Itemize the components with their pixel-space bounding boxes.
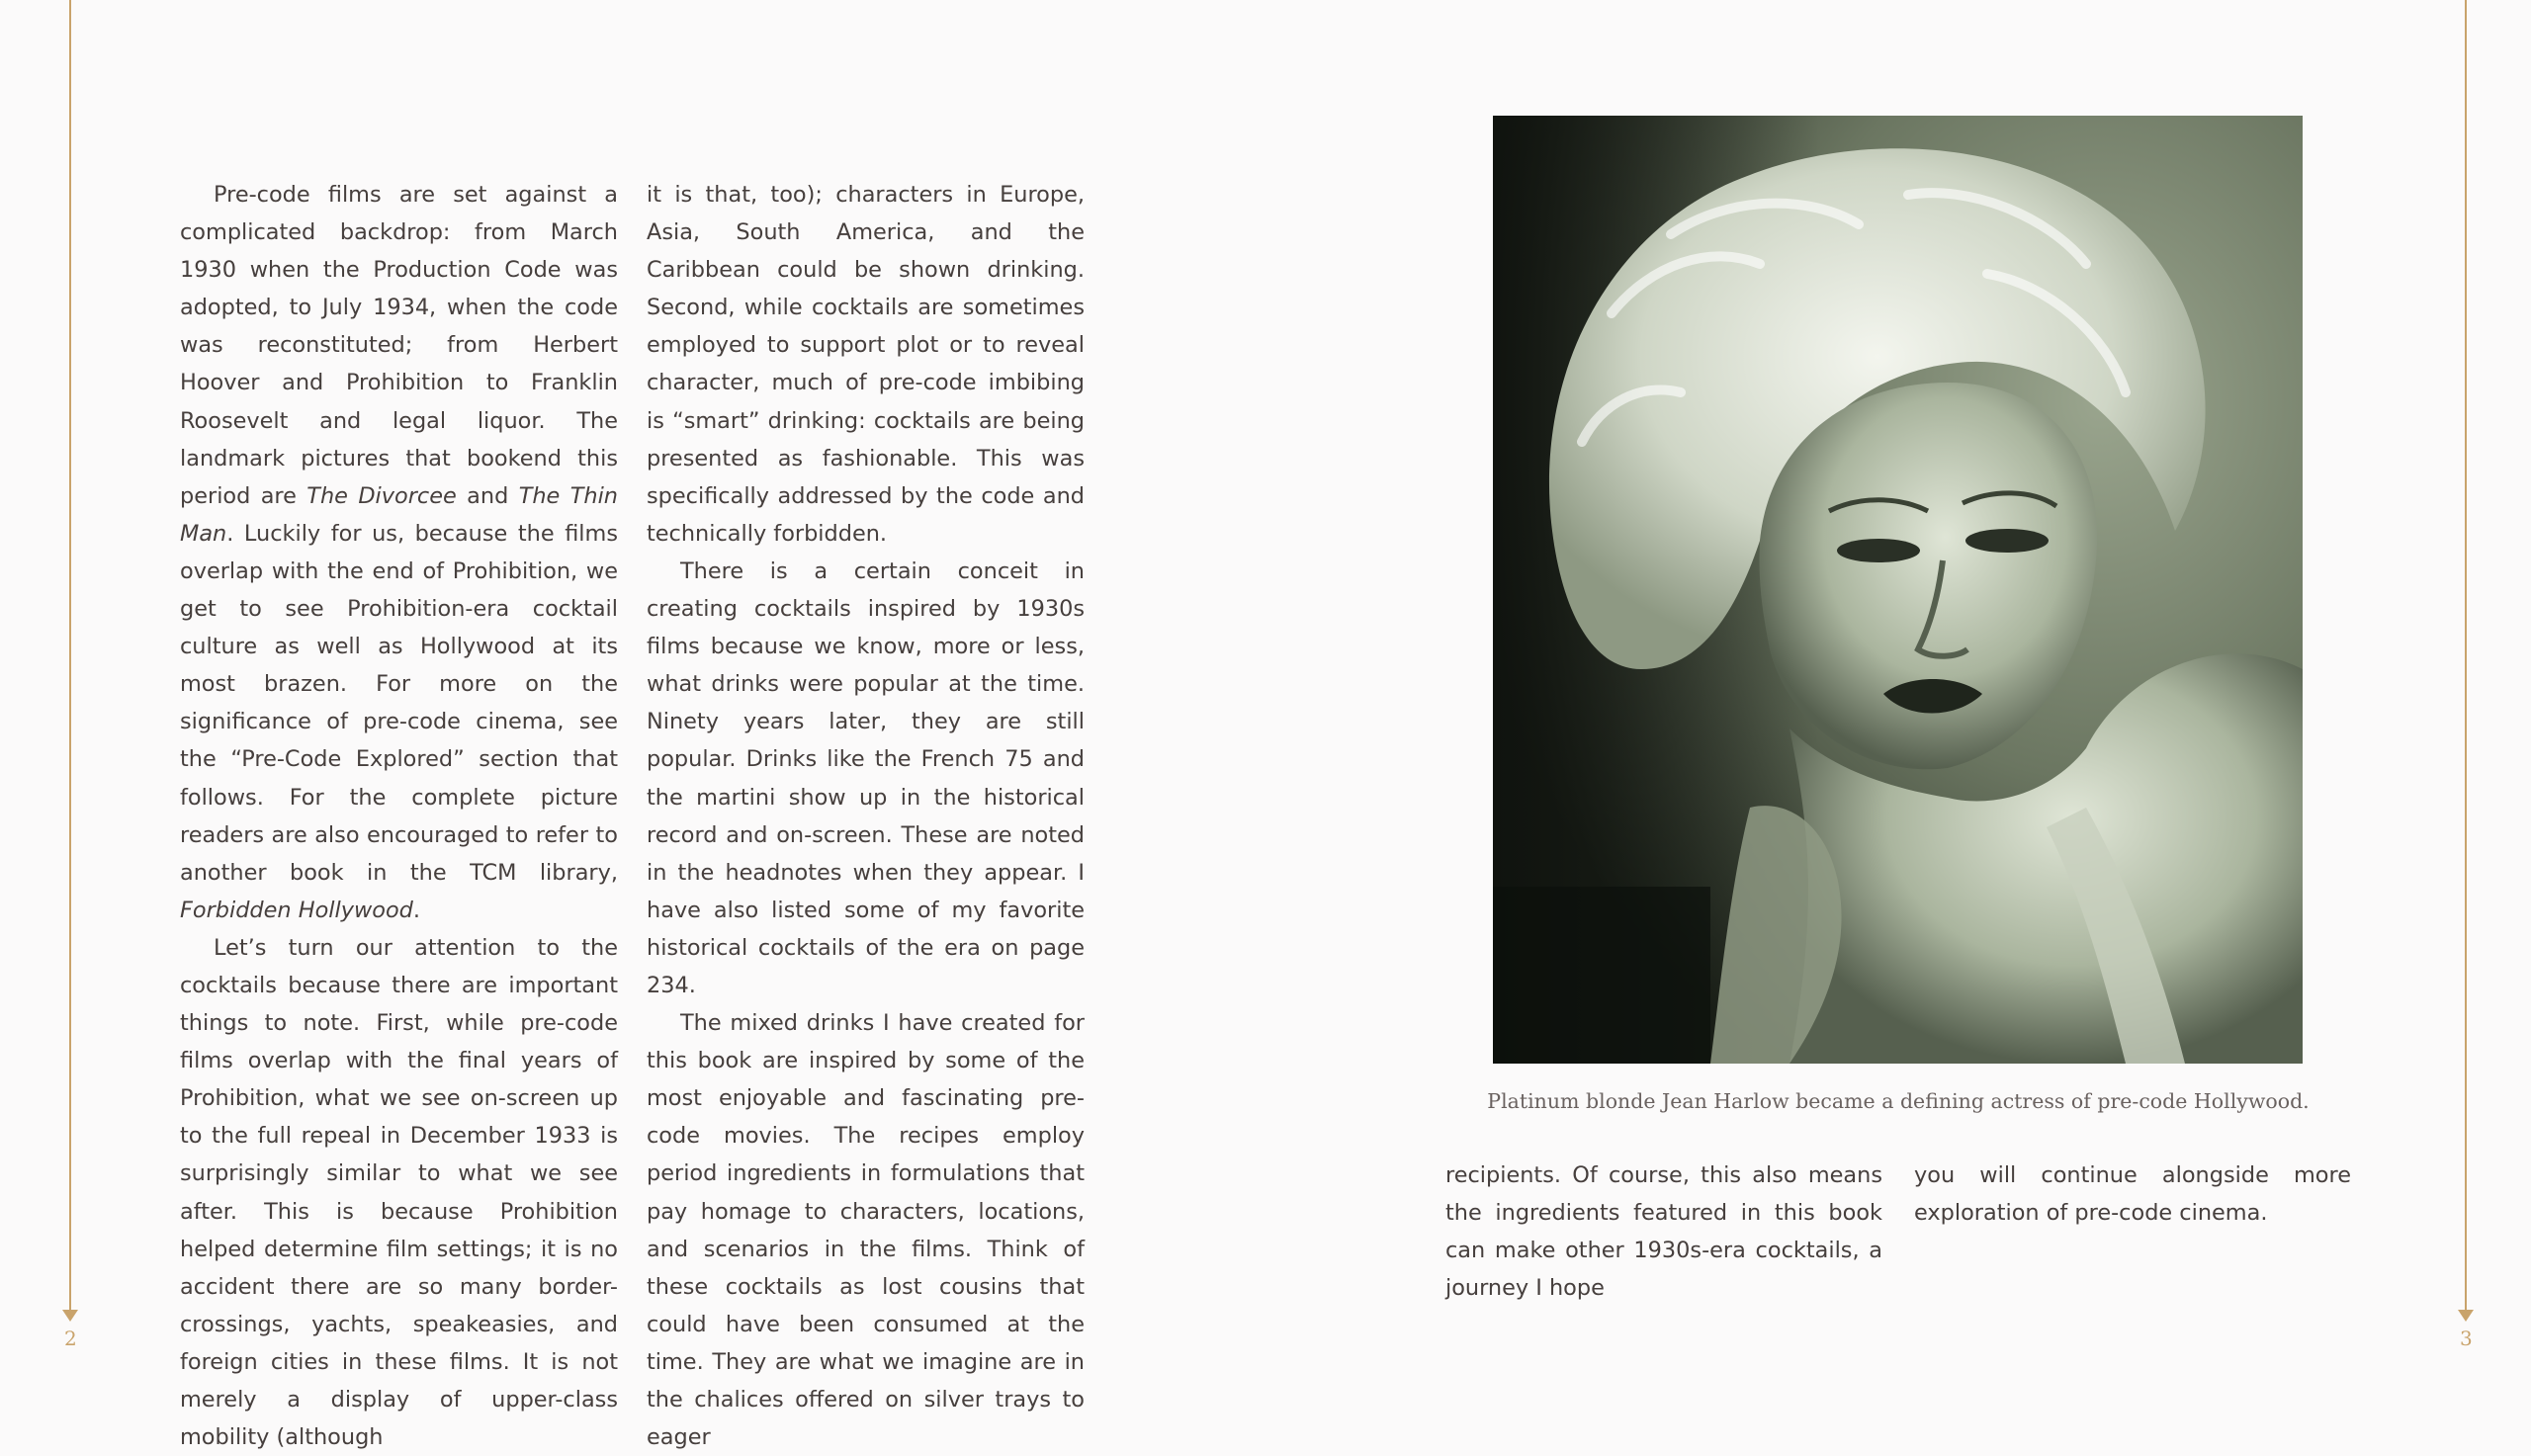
text-run: Pre-code films are set against a complicated backdrop: from March 1930 when the Production Code was adopted, to July 1934, when the code was reconstituted; from Herbert Hoover and Prohibition to Franklin Roosevelt and legal liquor. The landmark pictures that bookend this period are: [180, 182, 618, 509]
book-title: Forbidden Hollywood: [180, 897, 413, 923]
left-arrow-ornament-icon: [62, 1310, 78, 1322]
right-page-rule: [2465, 0, 2467, 1310]
photo-caption: Platinum blonde Jean Harlow became a defining actress of pre-code Hollywood.: [1487, 1089, 2310, 1113]
page-number-left: 2: [64, 1327, 77, 1350]
paragraph: The mixed drinks I have created for this book are inspired by some of the most enjoyable and fascinating pre-code movies. The recipes employ period ingredients in formulations that pay homage to characters, locations, and scenarios in the films. Think of these cocktails as lost cousins that could have been consumed at the time. They are what we imagine are in the chalices offered on silver trays to eager: [647, 1010, 1085, 1451]
film-title: The Thin Man: [180, 482, 618, 547]
text-run: and: [456, 482, 519, 509]
paragraph: recipients. Of course, this also means the ingredients featured in this book can make other 1930s-era cocktails, a journey I hope: [1445, 1162, 1882, 1302]
right-arrow-ornament-icon: [2458, 1310, 2474, 1322]
text-column-3: [1445, 1156, 1882, 1307]
paragraph: There is a certain conceit in creating cocktails inspired by 1930s films because we know, more or less, what drinks were popular at the time. Ninety years later, they are still popular. Drinks like the French 75 and the martini show up in the historical record and on-screen. These are noted in the headnotes when they appear. I have also listed some of my favorite historical cocktails of the era on page 234.: [647, 557, 1085, 998]
portrait-illustration: [1493, 116, 2303, 1064]
text-column-1: [180, 176, 618, 1456]
text-run: . Luckily for us, because the films overlap with the end of Prohibition, we get to see Prohibition-era cocktail culture as well as Hollywood at its most brazen. For more on the significance of pre-code cinema, see the “Pre-Code Explored” section that follows. For the complete picture readers are also encouraged to refer to another book in the TCM library,: [180, 520, 618, 886]
film-title: The Divorcee: [306, 482, 457, 509]
paragraph: [180, 176, 618, 929]
paragraph: Let’s turn our attention to the cocktails because there are important things to note. First, while pre-code films overlap with the final years of Prohibition, what we see on-screen up to the full repeal in December 1933 is surprisingly similar to what we see after. This is because Prohibition helped determine film settings; it is no accident there are so many border-crossings, yachts, speakeasies, and foreign cities in these films. It is not merely a display of upper-class mobility (although: [180, 934, 618, 1451]
paragraph: you will continue alongside more exploration of pre-code cinema.: [1914, 1162, 2351, 1227]
page-number-right: 3: [2460, 1327, 2473, 1350]
text-column-2: [647, 176, 1085, 1456]
paragraph: it is that, too); characters in Europe, Asia, South America, and the Caribbean could be shown drinking. Second, while cocktails are sometimes employed to support plot or to reveal character, much of pre-code imbibing is “smart” drinking: cocktails are being presented as fashionable. This was specifically addressed by the code and technically forbidden.: [647, 182, 1085, 547]
jean-harlow-photo: [1493, 116, 2303, 1064]
text-column-4: [1914, 1156, 2351, 1232]
left-page-rule: [69, 0, 71, 1310]
text-run: .: [412, 897, 421, 923]
